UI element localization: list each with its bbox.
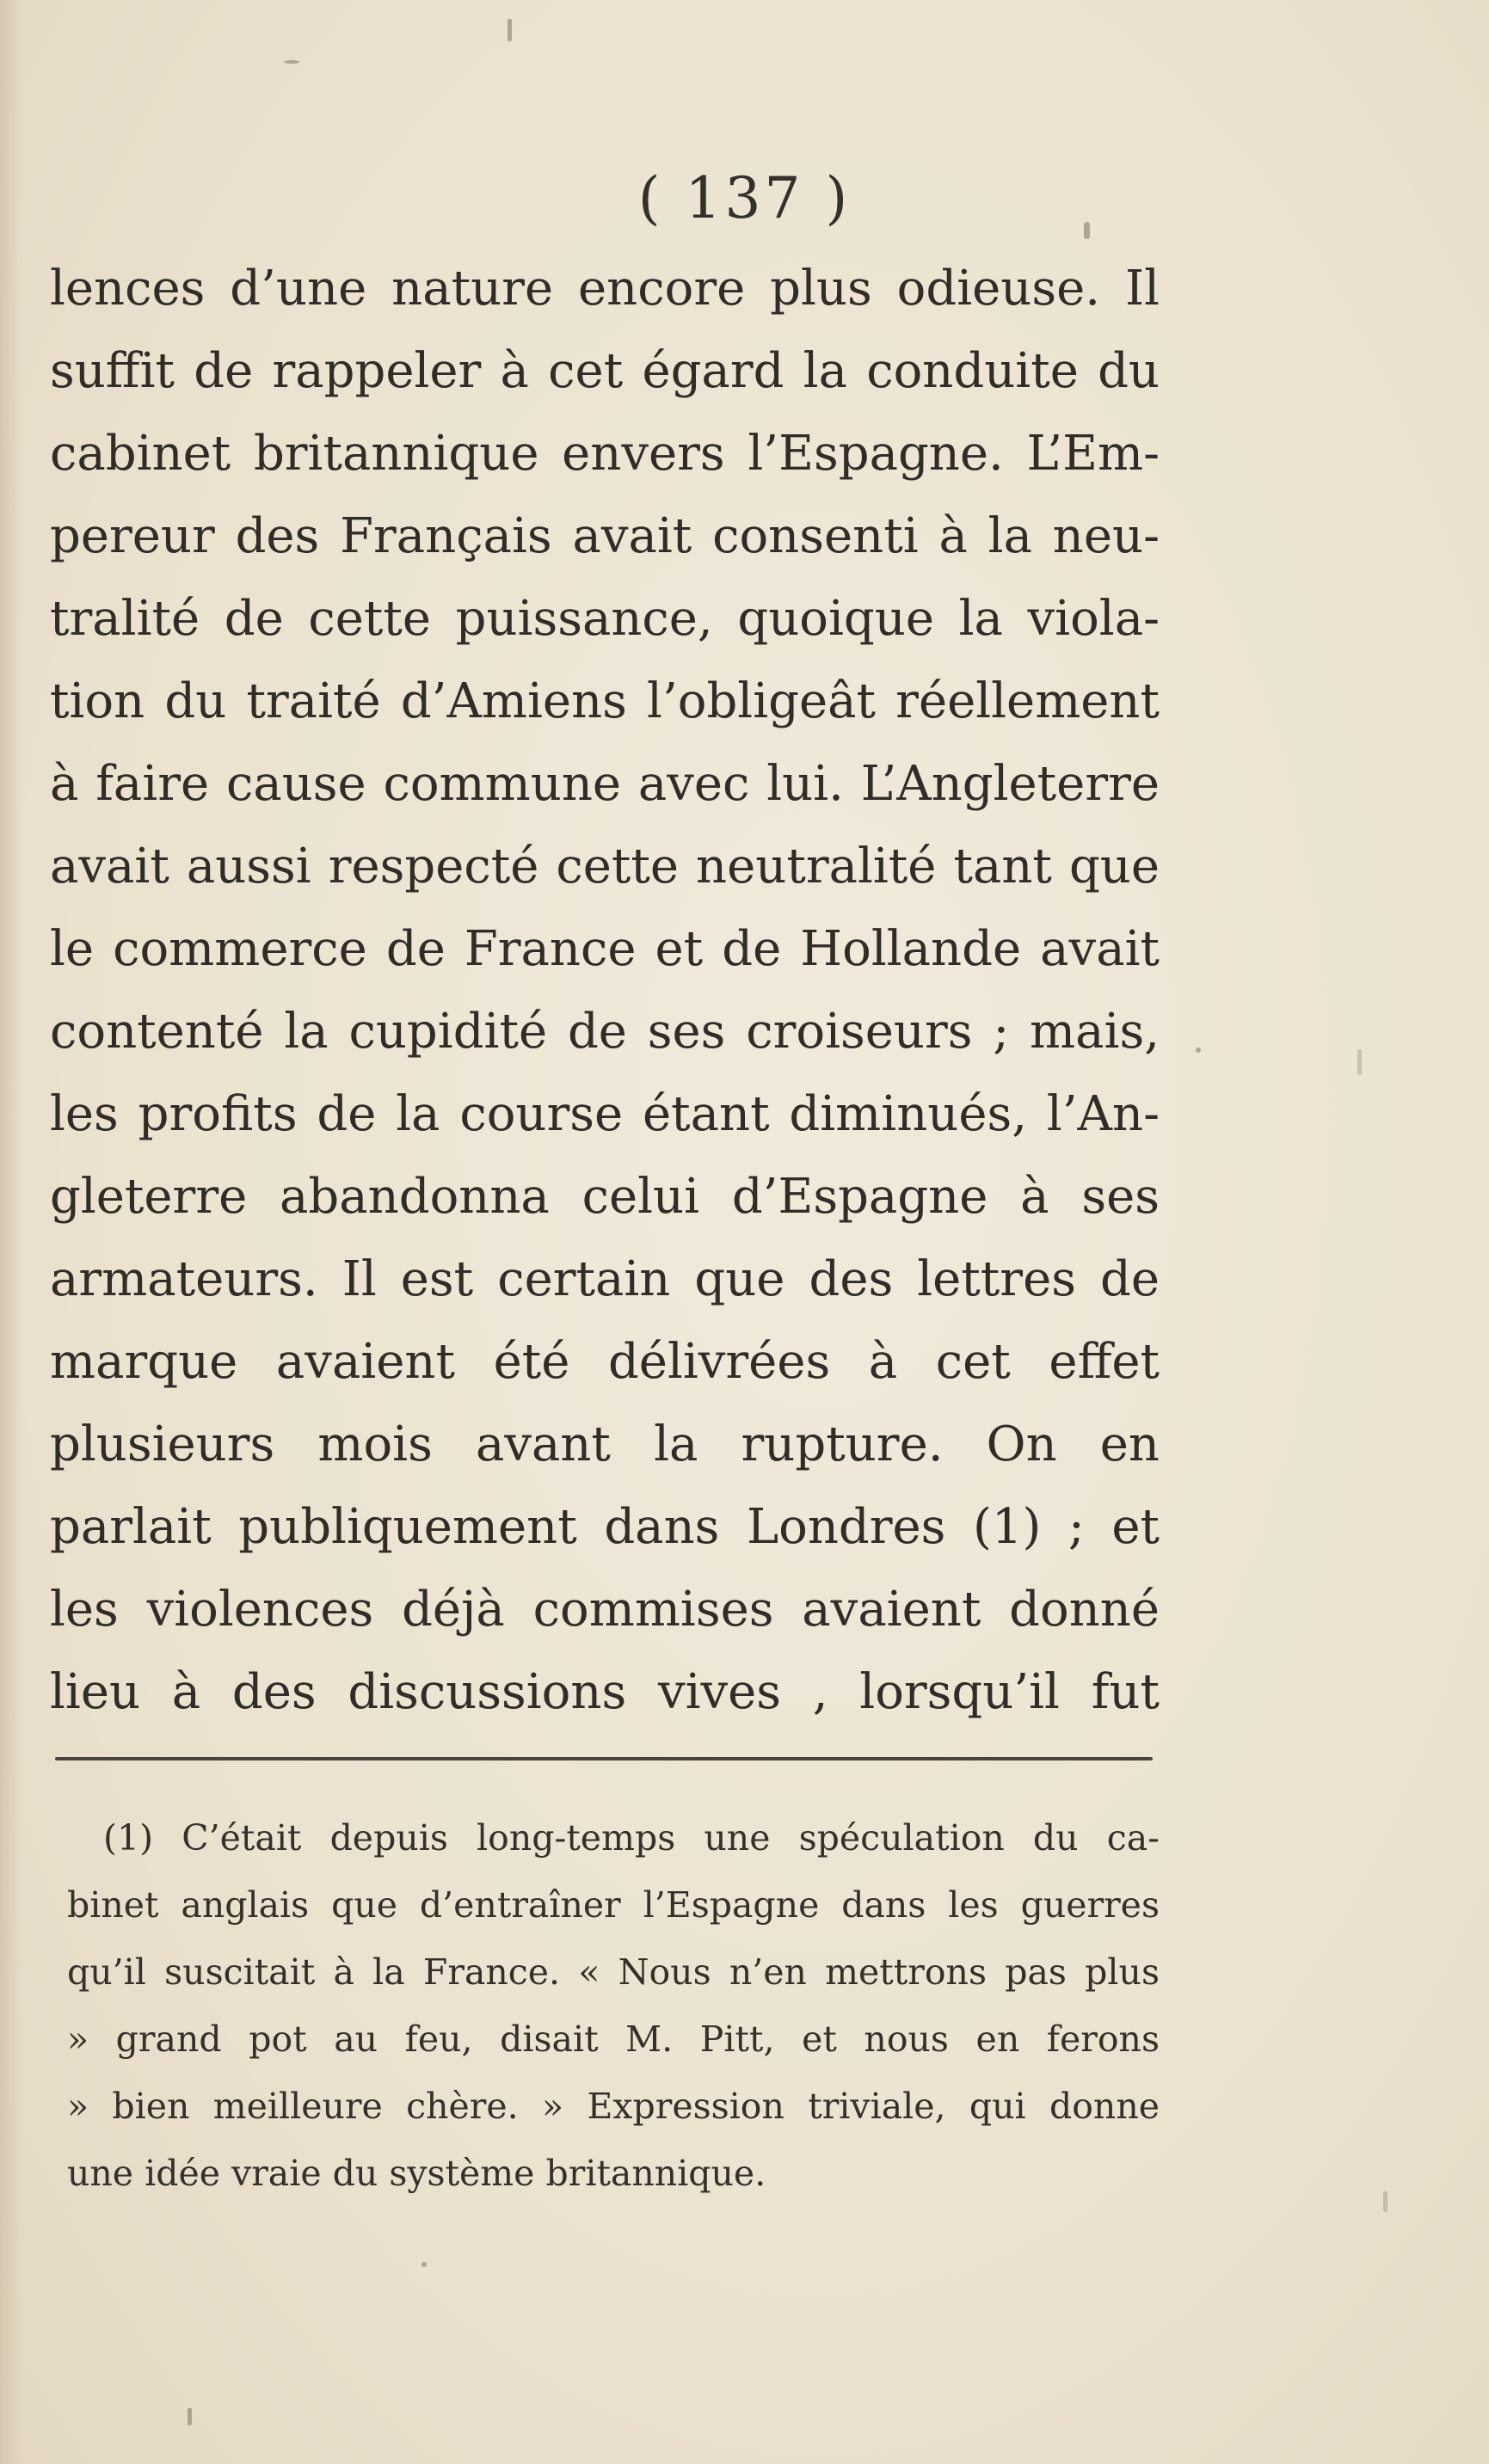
paper-speck xyxy=(1383,2191,1387,2212)
footnote-line: binet anglais que d’entraîner l’Espagne dans les guerres xyxy=(67,1884,1160,1926)
footnote-line: qu’il suscitait à la France. « Nous n’en mettrons pas plus xyxy=(67,1951,1160,1993)
text-line: les violences déjà commises avaient donné xyxy=(50,1582,1160,1638)
paper-speck xyxy=(284,60,299,64)
text-line: tion du traité d’Amiens l’obligeât réellement xyxy=(50,673,1160,729)
paper-speck xyxy=(508,19,512,41)
text-line: les profits de la course étant diminués, l’An- xyxy=(50,1086,1160,1142)
text-line: armateurs. Il est certain que des lettres de xyxy=(50,1251,1160,1307)
footnote-line: une idée vraie du système britannique. xyxy=(67,2153,766,2194)
text-line: pereur des Français avait consenti à la neu- xyxy=(50,508,1160,564)
paper-speck xyxy=(1357,1049,1362,1075)
footnote-line: » bien meilleure chère. » Expression triviale, qui donne xyxy=(67,2086,1160,2127)
page-number: ( 137 ) xyxy=(637,165,852,231)
text-line: gleterre abandonna celui d’Espagne à ses xyxy=(50,1169,1160,1225)
text-line: lieu à des discussions vives , lorsqu’il fut xyxy=(50,1664,1160,1720)
text-line: contenté la cupidité de ses croiseurs ; mais, xyxy=(50,1004,1160,1060)
text-line: à faire cause commune avec lui. L’Angleterre xyxy=(50,756,1160,812)
page-edge-shadow xyxy=(0,0,22,2464)
footnote-line: (1) C’était depuis long-temps une spéculation du ca- xyxy=(103,1817,1160,1859)
text-line: lences d’une nature encore plus odieuse. Il xyxy=(50,261,1160,316)
paper-speck xyxy=(188,2408,192,2425)
footnote xyxy=(67,1804,1160,2207)
footnote-separator xyxy=(55,1757,1153,1760)
text-line: marque avaient été délivrées à cet effet xyxy=(50,1334,1160,1390)
text-line: avait aussi respecté cette neutralité tant que xyxy=(50,839,1160,894)
text-line: plusieurs mois avant la rupture. On en xyxy=(50,1416,1160,1472)
footnote-line: » grand pot au feu, disait M. Pitt, et nous en ferons xyxy=(67,2019,1160,2060)
text-line: parlait publiquement dans Londres (1) ; et xyxy=(50,1499,1160,1555)
body-text xyxy=(50,248,1160,1734)
text-line: cabinet britannique envers l’Espagne. L’Em- xyxy=(50,426,1160,482)
text-line: le commerce de France et de Hollande avait xyxy=(50,921,1160,977)
text-line: suffit de rappeler à cet égard la conduite du xyxy=(50,343,1160,399)
text-line: tralité de cette puissance, quoique la viola- xyxy=(50,591,1160,647)
paper-speck xyxy=(1196,1048,1201,1053)
paper-speck xyxy=(421,2262,427,2267)
